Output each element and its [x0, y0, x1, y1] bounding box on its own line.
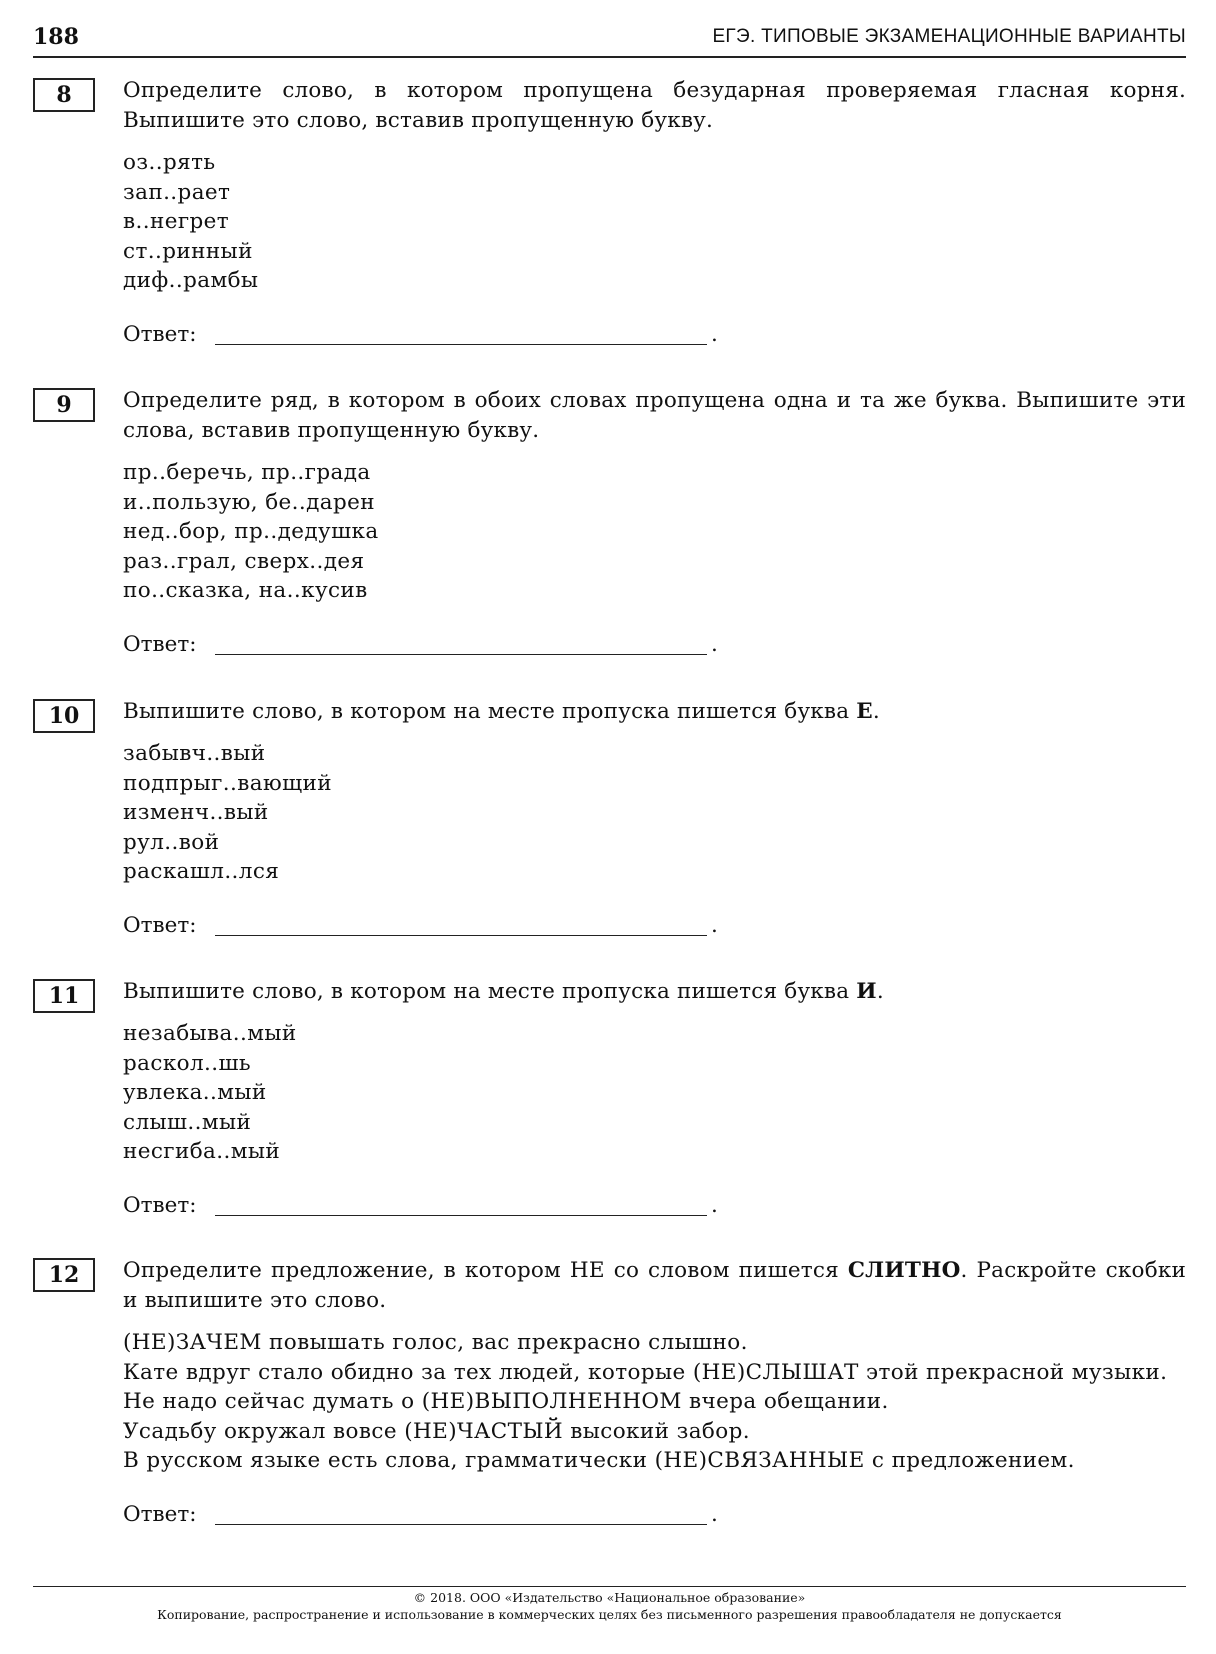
running-title: ЕГЭ. ТИПОВЫЕ ЭКЗАМЕНАЦИОННЫЕ ВАРИАНТЫ	[712, 26, 1186, 47]
option-item: в..негрет	[123, 209, 230, 234]
answer-line[interactable]	[215, 1215, 707, 1216]
task-12	[33, 1256, 1186, 1532]
option-item: раскол..шь	[123, 1050, 252, 1076]
task-number-box: 8	[33, 78, 95, 112]
option-item: рул..вой	[123, 829, 220, 855]
highlight-word: СЛИТНО	[847, 1258, 961, 1283]
option-item: забывч..вый	[123, 741, 266, 766]
task-instruction: Определите предложение, в котором НЕ со словом пишется СЛИТНО. Раскройте скобки и выпишите это слово.	[123, 1258, 1187, 1313]
option-item: Кате вдруг стало обидно за тех людей, которые (НЕ)СЛЫШАТ этой прекрасной музыки.	[123, 1359, 1168, 1385]
answer-end: .	[711, 321, 718, 347]
option-item: раскашл..лся	[123, 859, 280, 884]
option-item: ст..ринный	[123, 238, 253, 264]
answer-row	[123, 1502, 1186, 1532]
task-number-box: 10	[33, 699, 95, 733]
option-item: (НЕ)ЗАЧЕМ повышать голос, вас прекрасно слышно.	[123, 1330, 748, 1355]
task-instruction: Определите ряд, в котором в обоих словах пропущена одна и та же буква. Выпишите эти слова, вставив пропущенную букву.	[123, 388, 1186, 443]
page-footer	[33, 1586, 1186, 1623]
answer-label: Ответ:	[123, 1192, 197, 1218]
option-item: слыш..мый	[123, 1109, 252, 1135]
answer-row	[123, 913, 1186, 943]
option-item: по..сказка, на..кусив	[123, 578, 368, 603]
answer-line[interactable]	[215, 1524, 707, 1525]
answer-label: Ответ:	[123, 912, 197, 938]
highlight-letter: И	[856, 979, 877, 1004]
option-item: нед..бор, пр..дедушка	[123, 519, 379, 544]
task-number-box: 9	[33, 388, 95, 422]
option-item: В русском языке есть слова, грамматически (НЕ)СВЯЗАННЫЕ с предложением.	[123, 1448, 1075, 1473]
option-item: оз..рять	[123, 150, 216, 175]
answer-line[interactable]	[215, 654, 707, 655]
task-instruction: Определите слово, в котором пропущена безударная проверяемая гласная корня. Выпишите это слово, вставив пропущенную букву.	[123, 78, 1186, 133]
answer-row	[123, 322, 1186, 352]
answer-end: .	[711, 912, 718, 938]
copyright-line: © 2018. ООО «Издательство «Национальное образование»	[413, 1590, 806, 1605]
answer-label: Ответ:	[123, 631, 197, 657]
task-8	[33, 76, 1186, 352]
option-item: Усадьбу окружал вовсе (НЕ)ЧАСТЫЙ высокий забор.	[123, 1418, 751, 1444]
option-item: и..пользую, бе..дарен	[123, 489, 376, 515]
option-list	[123, 458, 1186, 606]
answer-line[interactable]	[215, 344, 707, 345]
task-11	[33, 977, 1186, 1223]
task-number-box: 12	[33, 1258, 95, 1292]
answer-label: Ответ:	[123, 321, 197, 347]
answer-end: .	[711, 1501, 718, 1527]
option-item: диф..рамбы	[123, 268, 259, 293]
answer-end: .	[711, 1192, 718, 1218]
page-number: 188	[33, 24, 79, 50]
option-list	[123, 1328, 1186, 1476]
option-item: изменч..вый	[123, 800, 269, 825]
copyright-notice: Копирование, распространение и использование в коммерческих целях без письменного разрешения правообладателя не допускается	[157, 1607, 1062, 1622]
task-instruction: Выпишите слово, в котором на месте пропуска пишется буква Е.	[123, 699, 880, 724]
option-item: зап..рает	[123, 179, 231, 205]
option-list	[123, 739, 1186, 887]
option-item: незабыва..мый	[123, 1021, 297, 1046]
answer-row	[123, 1193, 1186, 1223]
task-number-box: 11	[33, 979, 95, 1013]
option-item: Не надо сейчас думать о (НЕ)ВЫПОЛНЕННОМ вчера обещании.	[123, 1389, 889, 1414]
highlight-letter: Е	[856, 699, 873, 724]
answer-row	[123, 632, 1186, 662]
task-instruction: Выпишите слово, в котором на месте пропуска пишется буква И.	[123, 979, 884, 1004]
option-list	[123, 148, 1186, 296]
option-list	[123, 1019, 1186, 1167]
answer-label: Ответ:	[123, 1501, 197, 1527]
answer-end: .	[711, 631, 718, 657]
page-header	[33, 22, 1186, 58]
option-item: несгиба..мый	[123, 1139, 281, 1164]
option-item: раз..грал, сверх..дея	[123, 548, 365, 574]
task-9	[33, 386, 1186, 662]
answer-line[interactable]	[215, 935, 707, 936]
option-item: увлека..мый	[123, 1080, 267, 1105]
task-10	[33, 697, 1186, 943]
option-item: подпрыг..вающий	[123, 770, 332, 796]
option-item: пр..беречь, пр..града	[123, 460, 371, 485]
